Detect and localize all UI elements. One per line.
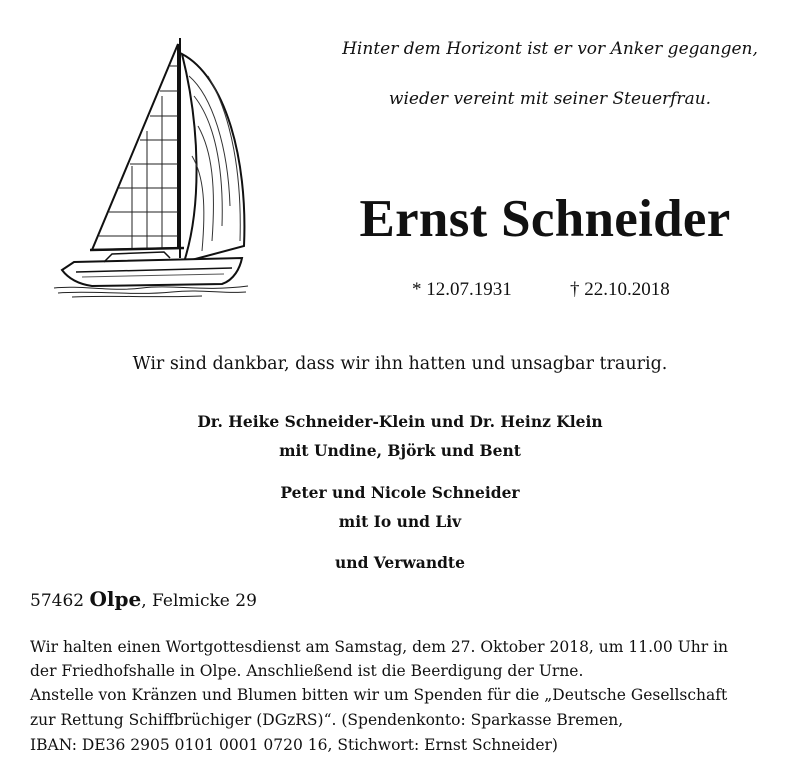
address-city: Olpe [89, 587, 142, 611]
notice-line-2: der Friedhofshalle in Olpe. Anschließend ist die Beerdigung der Urne. [30, 662, 584, 680]
mourner-family-1-children: mit Undine, Björk und Bent [279, 441, 521, 460]
deceased-name: Ernst Schneider [359, 190, 731, 248]
mourner-family-1-names: Dr. Heike Schneider-Klein und Dr. Heinz Klein [197, 412, 603, 431]
motto-line-2: wieder vereint mit seiner Steuerfrau. [388, 89, 712, 109]
notice-line-5: IBAN: DE36 2905 0101 0001 0720 16, Stichwort: Ernst Schneider) [30, 736, 558, 754]
address-street: , Felmicke 29 [141, 591, 257, 611]
notice-line-4: zur Rettung Schiffbrüchiger (DGzRS)“. (Spendenkonto: Sparkasse Bremen, [30, 711, 624, 729]
mourning-quote: Wir sind dankbar, dass wir ihn hatten und unsagbar traurig. [132, 354, 668, 374]
mourner-relatives: und Verwandte [335, 553, 465, 572]
notice-line-1: Wir halten einen Wortgottesdienst am Samstag, dem 27. Oktober 2018, um 11.00 Uhr in [30, 638, 729, 656]
mourner-family-2-children: mit Io und Liv [338, 512, 462, 531]
mourner-family-2-names: Peter und Nicole Schneider [280, 483, 520, 502]
death-date: † 22.10.2018 [570, 279, 670, 300]
birth-date: * 12.07.1931 [412, 279, 512, 300]
notice-line-3: Anstelle von Kränzen und Blumen bitten wir um Spenden für die „Deutsche Gesellschaft [30, 686, 728, 704]
motto-line-1: Hinter dem Horizont ist er vor Anker gegangen, [342, 39, 758, 59]
sailboat-icon [52, 36, 252, 298]
address-zip: 57462 [30, 591, 85, 611]
address [30, 586, 257, 614]
